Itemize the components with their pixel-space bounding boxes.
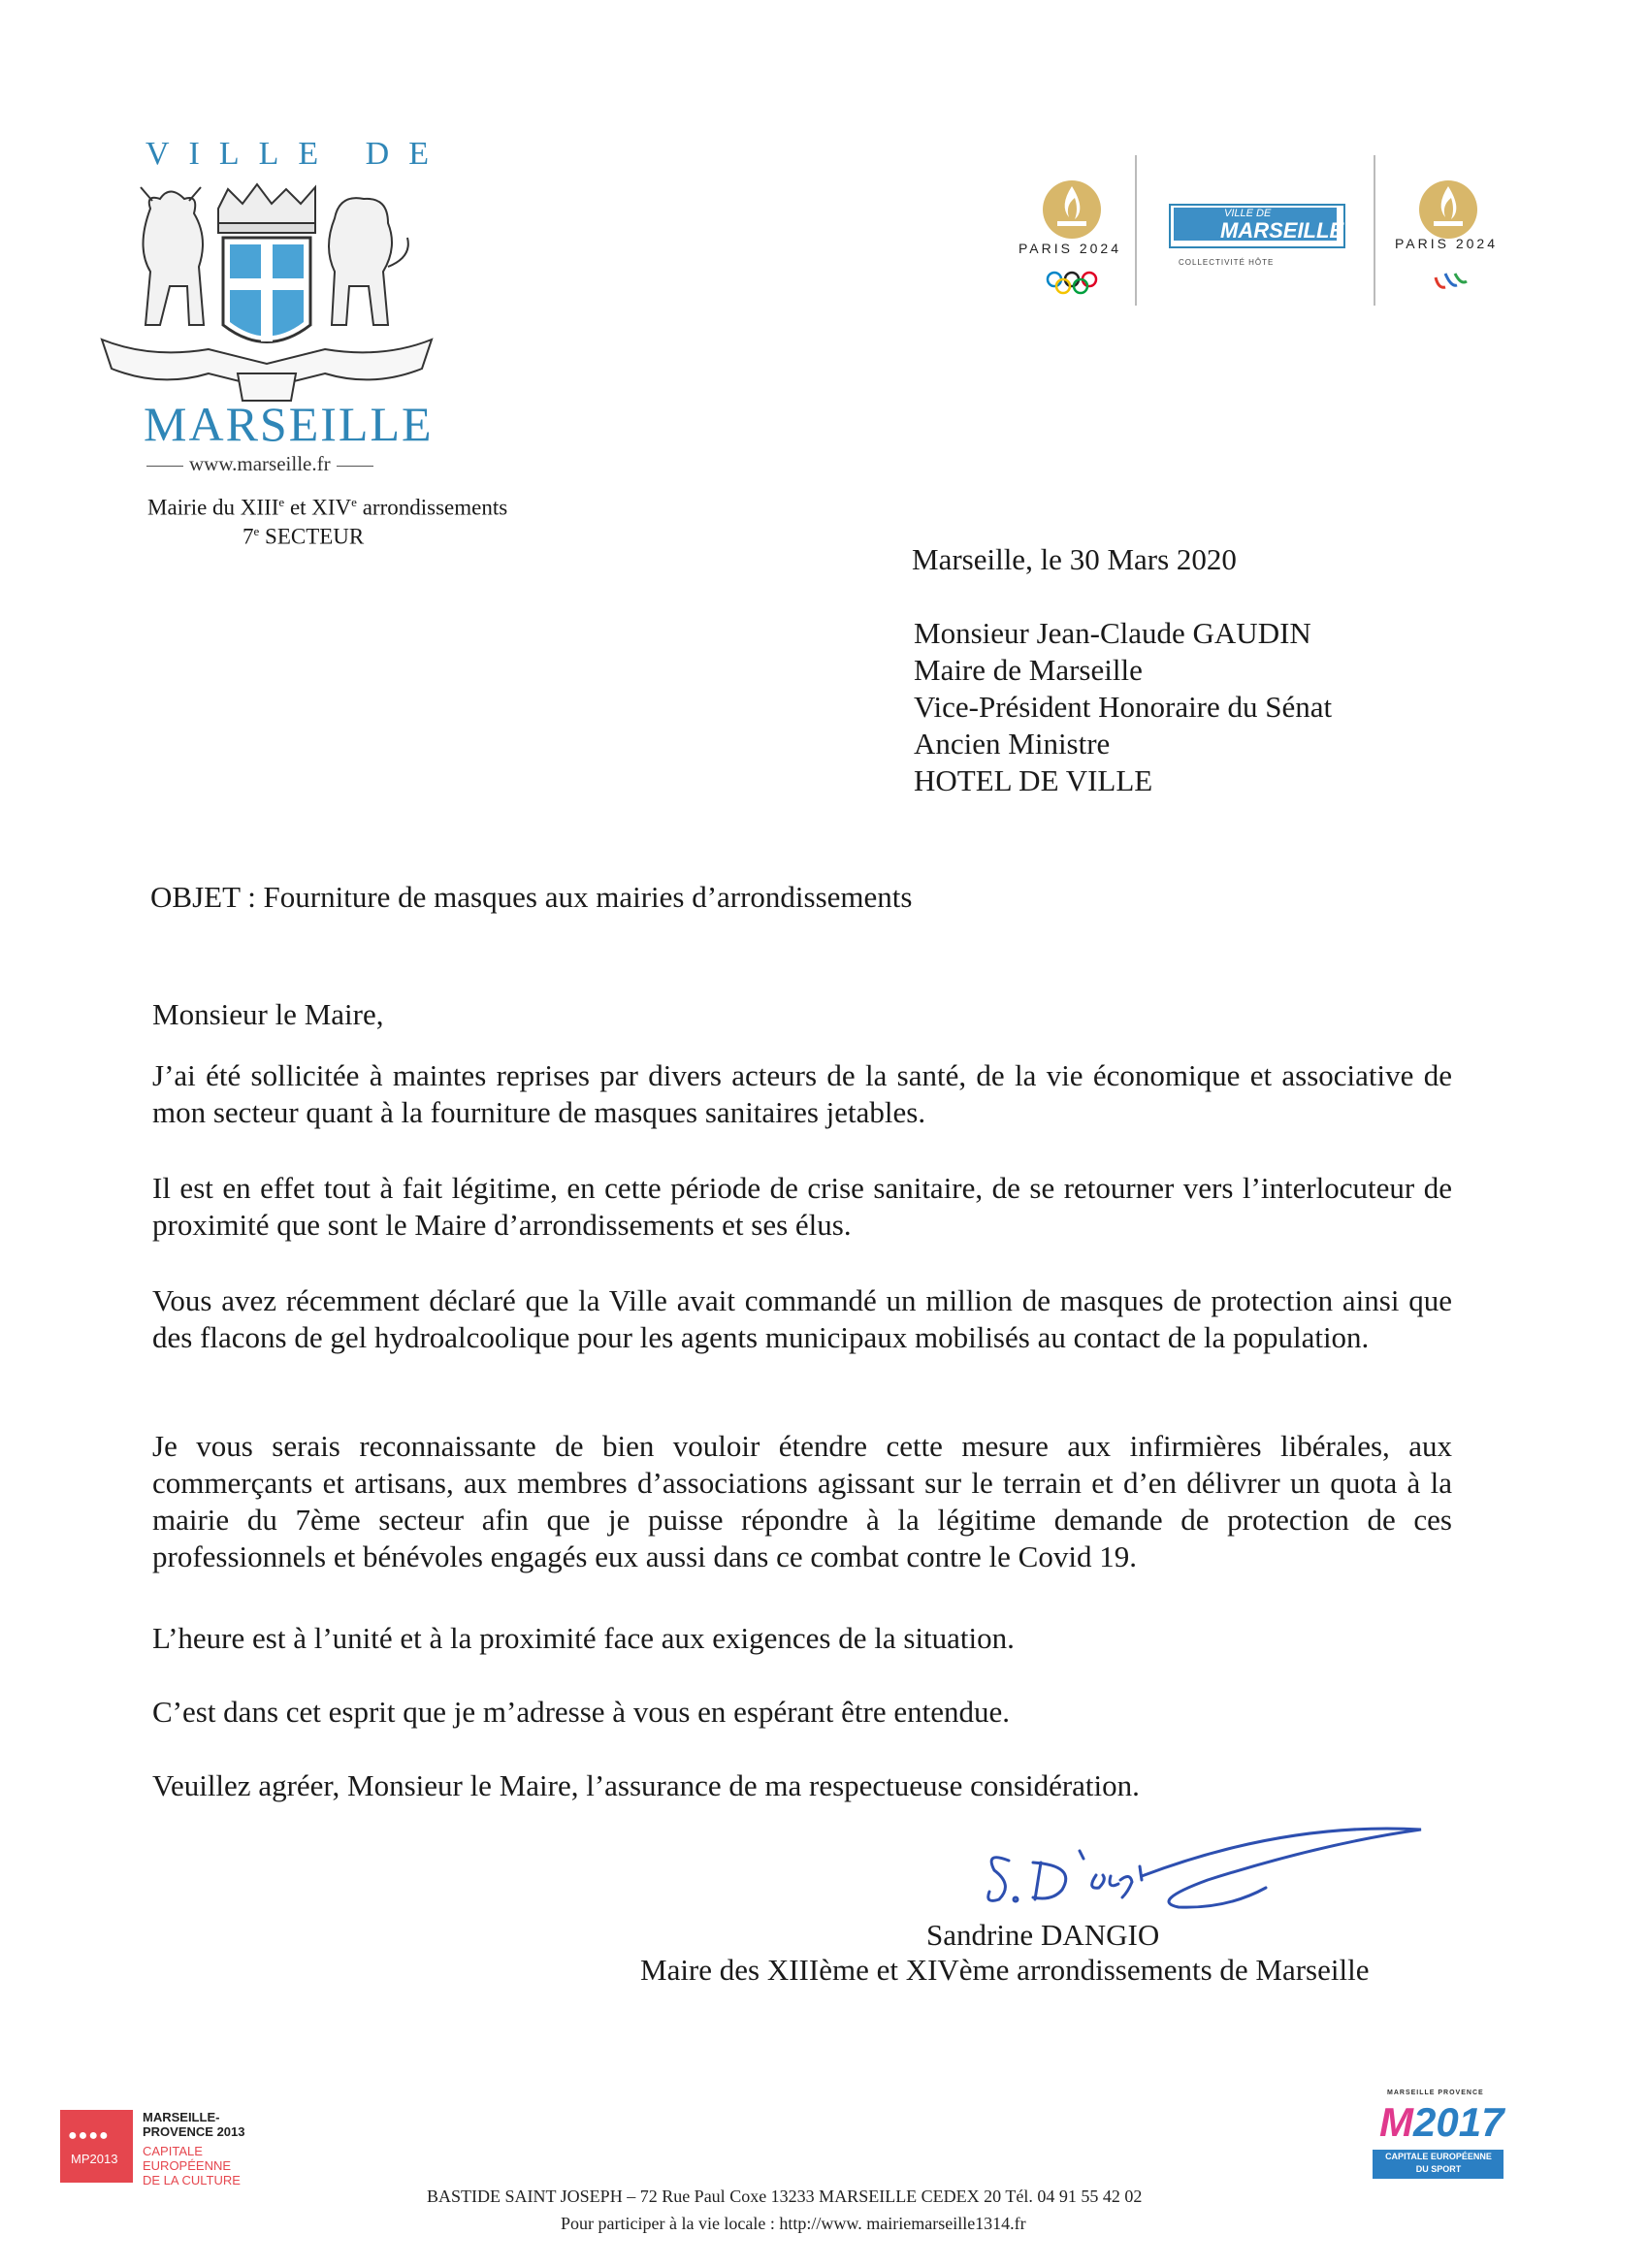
secteur-word: SECTEUR (259, 524, 365, 549)
secteur-line (242, 524, 364, 550)
mp2013-subtitle (143, 2144, 278, 2187)
mairie-post: arrondissements (356, 495, 508, 520)
mp2013-logo-code: MP2013 (71, 2152, 118, 2166)
rule-left (146, 466, 183, 467)
ville-de-label: VILLE DE (146, 136, 449, 172)
mp2013-line: MARSEILLE- (143, 2110, 220, 2124)
mairie-sup2: e (351, 495, 357, 509)
marseille-coat-of-arms (92, 179, 441, 412)
mp2013-line: CAPITALE (143, 2144, 203, 2158)
mairie-sup1: e (278, 495, 285, 509)
recipient-line: Monsieur Jean-Claude GAUDIN (914, 616, 1311, 650)
m2017-banner-line: DU SPORT (1415, 2164, 1462, 2174)
m2017-banner-line: CAPITALE EUROPÉENNE (1385, 2152, 1492, 2161)
mp2013-line: DE LA CULTURE (143, 2173, 241, 2187)
paris-2024-olympic-logo (1009, 173, 1135, 299)
recipient-line: Maire de Marseille (914, 653, 1143, 687)
recipient-line: HOTEL DE VILLE (914, 763, 1153, 797)
vdm-logo-small-text: VILLE DE (1224, 208, 1272, 219)
mp2013-line: EUROPÉENNE (143, 2158, 232, 2173)
paris-2024-left-label: PARIS 2024 (1018, 241, 1122, 256)
letter-paragraph: Il est en effet tout à fait légitime, en cette période de crise sanitaire, de se retourner vers l’interlocuteur de proximité que sont le Maire d’arrondissements et ses élus. (152, 1171, 1452, 1242)
rule-right (337, 466, 373, 467)
letter-paragraph: J’ai été sollicitée à maintes reprises par divers acteurs de la santé, de la vie économique et associative de mon secteur quant à la fourniture de masques sanitaires jetables. (152, 1058, 1452, 1129)
letter-date: Marseille, le 30 Mars 2020 (912, 542, 1237, 576)
recipient-line: Vice-Président Honoraire du Sénat (914, 690, 1333, 724)
mairie-mid: et XIV (284, 495, 352, 520)
recipient-line: Ancien Ministre (914, 727, 1111, 761)
logo-separator-right (1374, 155, 1375, 306)
mp2013-logo-square (60, 2110, 133, 2183)
footer-address: BASTIDE SAINT JOSEPH – 72 Rue Paul Coxe 13233 MARSEILLE CEDEX 20 Tél. 04 91 55 42 02 (427, 2187, 1143, 2206)
mp2013-line: PROVENCE 2013 (143, 2124, 245, 2139)
website-label (141, 452, 379, 476)
logo-separator-left (1135, 155, 1137, 306)
mp2013-logo-dots: ●●●● (68, 2127, 110, 2144)
secteur-num: 7 (242, 524, 254, 549)
vdm-logo-caption: COLLECTIVITÉ HÔTE (1179, 258, 1275, 267)
mp2013-title (143, 2110, 278, 2139)
letter-closing: Veuillez agréer, Monsieur le Maire, l’assurance de ma respectueuse considération. (152, 1768, 1140, 1802)
signer-name: Sandrine DANGIO (926, 1918, 1160, 1952)
mairie-pre: Mairie du XIII (147, 495, 279, 520)
vdm-logo-big-text: MARSEILLE (1220, 218, 1344, 243)
m2017-m: M (1379, 2099, 1413, 2145)
footer-participate-link[interactable]: Pour participer à la vie locale : http://www. mairiemarseille1314.fr (561, 2214, 1026, 2233)
secteur-sup: e (253, 524, 260, 538)
recipient-block (914, 615, 1332, 799)
website-url: www.marseille.fr (189, 452, 331, 475)
mairie-arrondissements-line (147, 495, 507, 521)
signer-title: Maire des XIIIème et XIVème arrondissements de Marseille (640, 1953, 1370, 1987)
marseille-wordmark: MARSEILLE (144, 397, 434, 451)
letter-paragraph: Je vous serais reconnaissante de bien vouloir étendre cette mesure aux infirmières libérales, aux commerçants et artisans, aux membres d’associations agissant sur le terrain et d’en délivrer un quota à la mairie du 7ème secteur afin que je puisse répondre à la légitime demande de protection de ces professionnels et bénévoles engagés eux aussi dans ce combat contre le Covid 19. (152, 1429, 1452, 1573)
m2017-year: 2017 (1413, 2099, 1504, 2145)
m2017-banner-text (1376, 2151, 1501, 2176)
m2017-logo (1379, 2099, 1504, 2146)
letter-paragraph: Vous avez récemment déclaré que la Ville avait commandé un million de masques de protection ainsi que des flacons de gel hydroalcoolique pour les agents municipaux mobilisés au contact de la population. (152, 1283, 1452, 1354)
letter-subject: OBJET : Fourniture de masques aux mairies d’arrondissements (150, 880, 913, 914)
letter-paragraph: L’heure est à l’unité et à la proximité face aux exigences de la situation. (152, 1621, 1015, 1655)
letter-salutation: Monsieur le Maire, (152, 997, 384, 1031)
m2017-top-label: MARSEILLE PROVENCE (1387, 2090, 1484, 2096)
paris-2024-right-label: PARIS 2024 (1395, 236, 1499, 251)
letter-paragraph: C’est dans cet esprit que je m’adresse à vous en espérant être entendue. (152, 1695, 1011, 1729)
